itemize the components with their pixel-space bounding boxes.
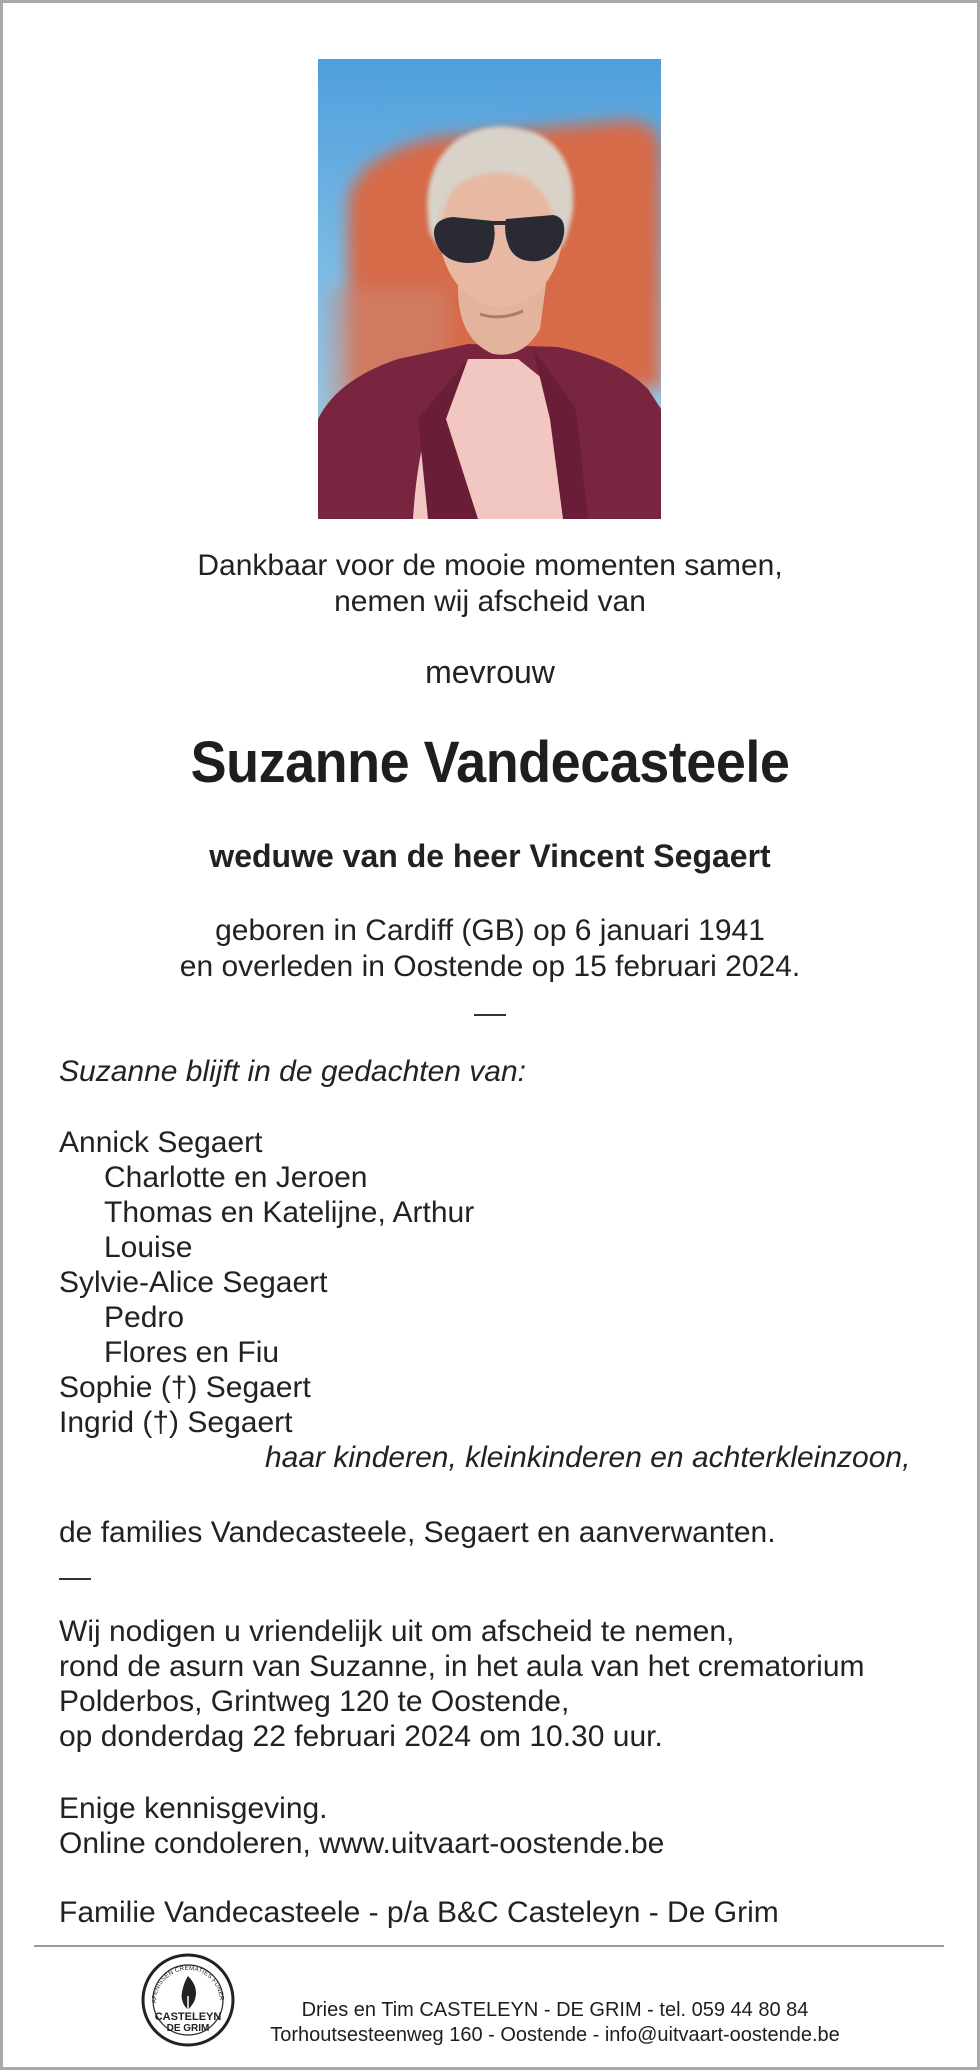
death-line: en overleden in Oostende op 15 februari 2024.: [179, 950, 801, 983]
contact-line-1: Dries en Tim CASTELEYN - DE GRIM - tel. 059 44 80 84: [301, 1999, 809, 2021]
family-member: Thomas en Katelijne, Arthur: [104, 1196, 475, 1229]
condolence-line: Online condoleren, www.uitvaart-oostende.be: [59, 1827, 665, 1860]
family-member: Charlotte en Jeroen: [104, 1161, 368, 1194]
family-member: Louise: [104, 1231, 193, 1264]
separator-dash-left: [59, 1578, 91, 1580]
portrait-photo: [318, 59, 661, 519]
family-member: Flores en Fiu: [104, 1336, 280, 1369]
widow-line: weduwe van de heer Vincent Segaert: [209, 838, 771, 874]
family-signature: Familie Vandecasteele - p/a B&C Casteleyn - De Grim: [59, 1896, 779, 1929]
intro-line-2: nemen wij afscheid van: [334, 585, 646, 618]
title-word: mevrouw: [425, 654, 555, 690]
birth-line: geboren in Cardiff (GB) op 6 januari 1941: [215, 914, 765, 947]
footer-rule: [34, 1945, 944, 1947]
invitation-text: [59, 1614, 865, 1754]
invitation-line: Polderbos, Grintweg 120 te Oostende,: [59, 1685, 570, 1718]
family-member: Ingrid (†) Segaert: [59, 1406, 293, 1439]
relation-line: haar kinderen, kleinkinderen en achterkleinzoon,: [265, 1441, 911, 1474]
contact-line-2: Torhoutsesteenweg 160 - Oostende - info@uitvaart-oostende.be: [270, 2024, 840, 2046]
family-member: Annick Segaert: [59, 1126, 263, 1159]
deceased-name: Suzanne Vandecasteele: [190, 730, 790, 795]
thoughts-intro: Suzanne blijft in de gedachten van:: [59, 1055, 527, 1088]
intro-line-1: Dankbaar voor de mooie momenten samen,: [197, 549, 783, 582]
family-member: Pedro: [104, 1301, 185, 1334]
logo-name-1: CASTELEYN: [154, 2011, 222, 2023]
separator-dash: [474, 1014, 506, 1016]
family-member: Sylvie-Alice Segaert: [59, 1266, 328, 1299]
birth-death-dates: [0, 913, 980, 985]
intro-text: [0, 548, 980, 620]
invitation-line: rond de asurn van Suzanne, in het aula van het crematorium: [59, 1650, 865, 1683]
family-list: [59, 1125, 910, 1475]
invitation-line: op donderdag 22 februari 2024 om 10.30 uur.: [59, 1720, 663, 1753]
notice-line: Enige kennisgeving.: [59, 1792, 328, 1825]
funeral-home-contact: [240, 1998, 870, 2048]
families-line: de families Vandecasteele, Segaert en aanverwanten.: [59, 1516, 776, 1549]
logo-arc-text: AFENISSEN CREMATIES FUNER: [150, 1964, 226, 2004]
invitation-line: Wij nodigen u vriendelijk uit om afscheid te nemen,: [59, 1615, 735, 1648]
funeral-home-logo: [140, 1952, 236, 2048]
logo-name-2: DE GRIM: [166, 2023, 210, 2034]
family-member: Sophie (†) Segaert: [59, 1371, 311, 1404]
notice-text: [59, 1791, 664, 1861]
